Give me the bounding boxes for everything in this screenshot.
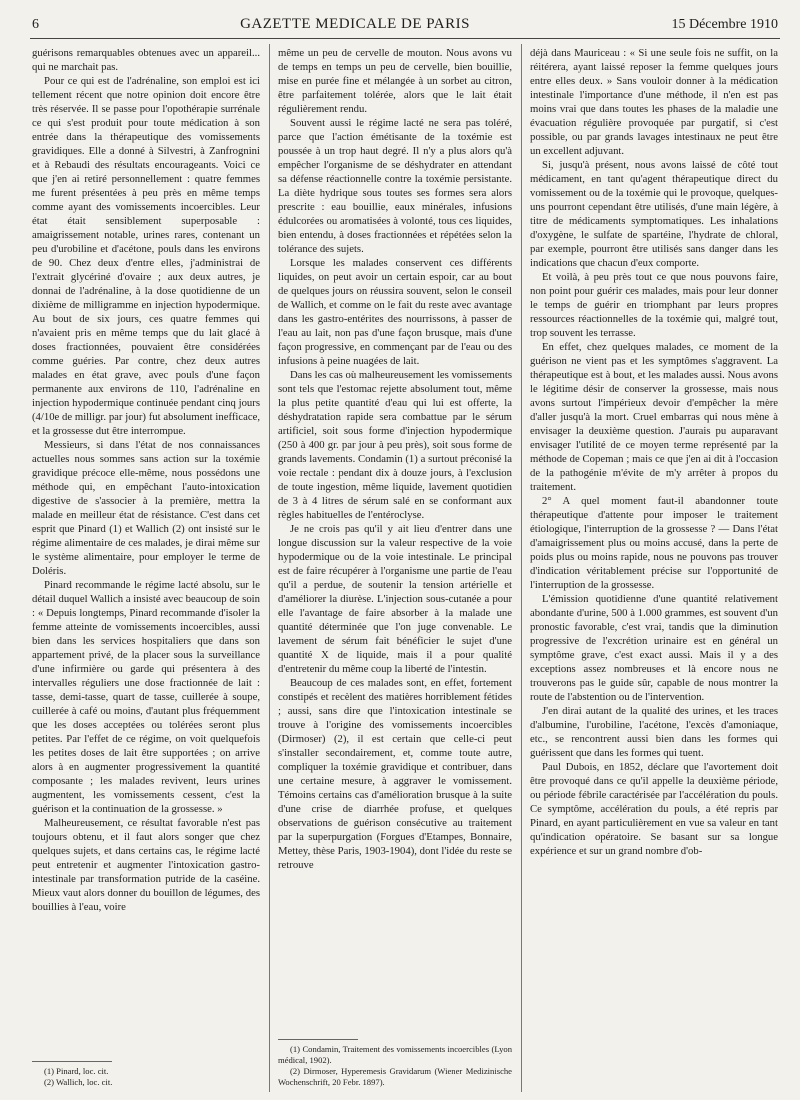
paragraph: Lorsque les malades conservent ces différents liquides, on peut avoir un certain espoir, car au bout de quelques jours on réussira souvent, selon le conseil de Wallich, et comme on le fait du reste avec avantage dans les gastro-entérites des nourrissons, à passer de l'eau au lait, non pas d'une façon brusque, mais d'une façon progressive, en commençant par de l'eau ou des infusions à peine nuagées de lait. <box>278 257 512 367</box>
footnotes <box>32 1055 260 1088</box>
column-divider-2 <box>521 44 522 1092</box>
paragraph: Pinard recommande le régime lacté absolu, sur le détail duquel Wallich a insisté avec beaucoup de soin : « Depuis longtemps, Pinard recommande d'isoler la femme atteinte de vomissements incoercibles, aussi bien dans les services hospitaliers que dans son appartement privé, de la placer sous la surveillance d'une infirmière ou garde qui présentera à des intervalles réguliers une dose fractionnée de lait : tasse, demi-tasse, quart de tasse, cuillerée à soupe, cuillerée à café ou moins, d'autant plus fréquemment que les doses acceptées ou tolérées seront plus petites. Par l'effet de ce régime, on voit quelquefois les petites doses de lait être supportées ; on arrive alors à en augmenter progressivement la quantité composante ; les malades revivent, leurs urines augmentent, les vomissements cessent, c'est la guérison et la continuation de la grossesse. » <box>32 579 260 815</box>
footnote-rule <box>32 1061 112 1062</box>
paragraph: Paul Dubois, en 1852, déclare que l'avortement doit être provoqué dans ce qu'il appelle la deuxième période, ou période fébrile caractérisée par l'accélération du pouls. Ce symptôme, accélération du pouls, a été repris par Pinard, en ayant particulièrement en vue sa valeur en tant qu'indication opératoire. Se basant sur sa longue expérience et sur un grand nombre d'ob- <box>530 761 778 857</box>
paragraph: Pour ce qui est de l'adrénaline, son emploi est ici tellement récent que notre opinion doit encore être très réservée. Il se passe pour l'opothérapie surrénale ce qui s'est produit pour toute médication à son entrée dans la thérapeutique des vomissements gravidiques. Elle a donné à Silvestri, à Zanfrognini et à Rebaudi des résultats encourageants. Voici ce que j'en ai retiré personnellement : quatre femmes me furent présentées à peu près en même temps comme ayant des vomissements incoercibles. Leur état était sensiblement superposable : amaigrissement notable, urines rares, contenant un peu d'urobiline et d'acétone, pouls dans les environs de 90. Chez deux d'entre elles, j'administrai de l'extrait glycériné d'ovaire ; aux deux autres, je donnai de l'adrénaline, à la dose quotidienne de un dixième de milligramme en injection hypodermique. Au bout de six jours, ces quatre femmes qui n'avaient pris en même temps que du lait glacé à doses fractionnées, pouvaient être considérées comme guéries. Par contre, chez deux autres malades en état grave, avec pouls d'une façon permanente aux environs de 110, l'adrénaline en injection hypodermique continuée pendant cinq jours (4/10e de milligr. par jour) fut absolument inefficace, et la grossesse dut être interrompue. <box>32 75 260 437</box>
column-2 <box>278 46 512 1088</box>
footnote-rule <box>278 1039 358 1040</box>
column-divider-1 <box>269 44 270 1092</box>
footnote: (1) Pinard, loc. cit. <box>44 1066 109 1076</box>
column-3 <box>530 46 778 1088</box>
page-header <box>32 16 778 36</box>
footnotes <box>278 1033 512 1088</box>
paragraph: J'en dirai autant de la qualité des urines, et les traces d'albumine, l'urobiline, l'acétone, l'excès d'amoniaque, etc., se rencontrent aussi bien dans les formes qui guérissent que dans les formes qui tuent. <box>530 705 778 759</box>
issue-date: 15 Décembre 1910 <box>671 17 778 32</box>
paragraph: Malheureusement, ce résultat favorable n'est pas toujours obtenu, et il faut alors songer que chez quelques sujets, et dans certains cas, le régime lacté peut entretenir et augmenter l'intoxication gastro-intestinale par transformation putride de la caséine. Mieux vaut alors donner du bouillon de légumes, des bouillies à l'eau, voire <box>32 817 260 913</box>
footnote: (2) Dirmoser, Hyperemesis Gravidarum (Wiener Medizinische Wochenschrift, 20 Febr. 1897). <box>278 1066 512 1087</box>
footnote: (1) Condamin, Traitement des vomissements incoercibles (Lyon médical, 1902). <box>278 1044 512 1065</box>
paragraph: Si, jusqu'à présent, nous avons laissé de côté tout médicament, en tant qu'agent thérapeutique direct du vomissement ou de la toxémie qui le provoque, quelques-uns pourront cependant être utilisés, d'une main légère, à titre de médicaments symptomatiques. Les inhalations d'oxygène, le sulfate de spartéine, l'hydrate de chloral, par exemple, pourront être utilisés sans danger dans les indications que chacun d'eux comporte. <box>530 159 778 269</box>
paragraph: Beaucoup de ces malades sont, en effet, fortement constipés et recèlent des matières horriblement fétides ; aussi, sans dire que l'intoxication intestinale se trouve à l'origine des vomissements incoercibles (Dirmoser) (2), il est certain que celle-ci peut s'installer secondairement, et, comme toute autre, compliquer la toxémie gravidique et contribuer, dans une certaine mesure, à aggraver le vomissement. Témoins certains cas d'amélioration brusque à la suite d'une crise de diarrhée profuse, et quelques observations de guérison consécutive au traitement par la superpurgation (Forgues d'Etampes, Bonnaire, Mettey, thèse Paris, 1903-1904), dont l'idée du reste se retrouve <box>278 677 512 871</box>
journal-title: GAZETTE MEDICALE DE PARIS <box>240 16 470 32</box>
footnote: (2) Wallich, loc. cit. <box>44 1077 113 1087</box>
paragraph: même un peu de cervelle de mouton. Nous avons vu de temps en temps un peu de cervelle, bien bouillie, mise en purée fine et mélangée à un sorbet au citron, être parfaitement tolérée, alors que le lait était régulièrement rendu. <box>278 47 512 115</box>
paragraph: En effet, chez quelques malades, ce moment de la guérison ne vient pas et les symptômes s'aggravent. La thérapeutique est à bout, et les malades aussi. Nous avons le légitime désir de conserver la grossesse, mais nous avons surtout l'impérieux devoir d'empêcher la mère d'aller jusqu'à la mort. Cruel embarras qui nous mène à envisager la deuxième question. J'aurais pu auparavant envisager l'utilité de ce moyen terme représenté par la méthode de Copeman ; mais ce que j'en ai dit à l'occasion de la pathogénie m'évite de m'y arrêter à propos du traitement. <box>530 341 778 493</box>
paragraph: L'émission quotidienne d'une quantité relativement abondante d'urine, 500 à 1.000 grammes, est souvent d'un pronostic favorable, c'est vrai, tandis que la diminution progressive de l'excrétion urinaire est en général un symptôme grave, c'est exact aussi. Mais il y a des exceptions assez nombreuses et là encore nous ne trouverons pas le guide sûr, capable de nous montrer la route de l'abstention ou de l'intervention. <box>530 593 778 703</box>
paragraph: Souvent aussi le régime lacté ne sera pas toléré, parce que l'action émétisante de la toxémie est poussée à un trop haut degré. Il n'y a plus alors qu'à empêcher l'organisme de se déshydrater en attendant sa défense réactionnelle contre la toxémie persistante. La diète hydrique sous toutes ses formes sera alors prescrite : eau bouillie, eaux minérales, infusions édulcorées ou aromatisées à volonté, tous ces liquides, bien entendu, à doses fractionnées et répétées selon la tolérance des sujets. <box>278 117 512 255</box>
paragraph: guérisons remarquables obtenues avec un appareil... qui ne marchait pas. <box>32 47 260 73</box>
page-number: 6 <box>32 17 39 32</box>
column-1 <box>32 46 260 1088</box>
paragraph: Je ne crois pas qu'il y ait lieu d'entrer dans une longue discussion sur la valeur respective de la voie hypodermique ou de la voie intestinale. Le principal est de faire récupérer à l'organisme une partie de l'eau qu'il a perdue, de soutenir la tension artérielle et d'améliorer la diurèse. L'injection sous-cutanée a pour elle l'avantage de faire absorber à la malade une quantité déterminée que l'on juge convenable. Le lavement de sérum fait bénéficier le sujet d'une quantité X de liquide, mais il a pour qualité d'entretenir du même coup la liberté de l'intestin. <box>278 523 512 675</box>
paragraph: Dans les cas où malheureusement les vomissements sont tels que l'estomac rejette absolument tout, même la plus petite quantité d'eau qui lui est offerte, la déshydratation rapide sera combattue par le sérum artificiel, soit sous forme d'injection hypodermique (250 à 400 gr. par jour à peu près), soit sous forme de grands lavements. Condamin (1) a surtout préconisé la voie rectale : pendant dix à douze jours, à l'exclusion de toute ingestion, même liquide, lavement quotidien de 3 à 4 litres de sérum salé en se conformant aux règles habituelles de l'entéroclyse. <box>278 369 512 521</box>
header-rule <box>30 38 780 39</box>
paragraph: déjà dans Mauriceau : « Si une seule fois ne suffit, on la réitérera, ayant laissé reposer la femme quelques jours entre elles deux. » Sans vouloir donner à la médication intestinale l'importance d'une méthode, il n'en est pas moins vrai que dans toutes les phases de la maladie une évacuation régulière provoquée par purgatif, si c'est possible, ou par grands lavages intestinaux ne peut être un excellent adjuvant. <box>530 47 778 157</box>
paragraph: Et voilà, à peu près tout ce que nous pouvons faire, non point pour guérir ces malades, mais pour leur donner le temps de guérir en triomphant par leurs propres ressources réactionnelles de la toxémie qui, malgré tout, trop souvent les terrasse. <box>530 271 778 339</box>
paragraph: Messieurs, si dans l'état de nos connaissances actuelles nous sommes sans action sur la toxémie gravidique précoce elle-même, nous possédons une méthode qui, en empêchant l'auto-intoxication digestive de s'associer à la première, mettra la malade en meilleur état de résistance. C'est dans cet esprit que Pinard (1) et Wallich (2) ont insisté sur le régime alimentaire de ces malades, je dirai même sur le système alimentaire, pour employer le terme de Doléris. <box>32 439 260 577</box>
paragraph: 2° A quel moment faut-il abandonner toute thérapeutique d'attente pour imposer le traitement étiologique, l'interruption de la grossesse ? — Dans l'état d'amaigrissement plus ou moins accusé, dans la perte de poids plus ou moins rapide, nous ne pouvons pas trouver d'indication véritablement précise sur l'opportunité de l'interruption de la grossesse. <box>530 495 778 591</box>
